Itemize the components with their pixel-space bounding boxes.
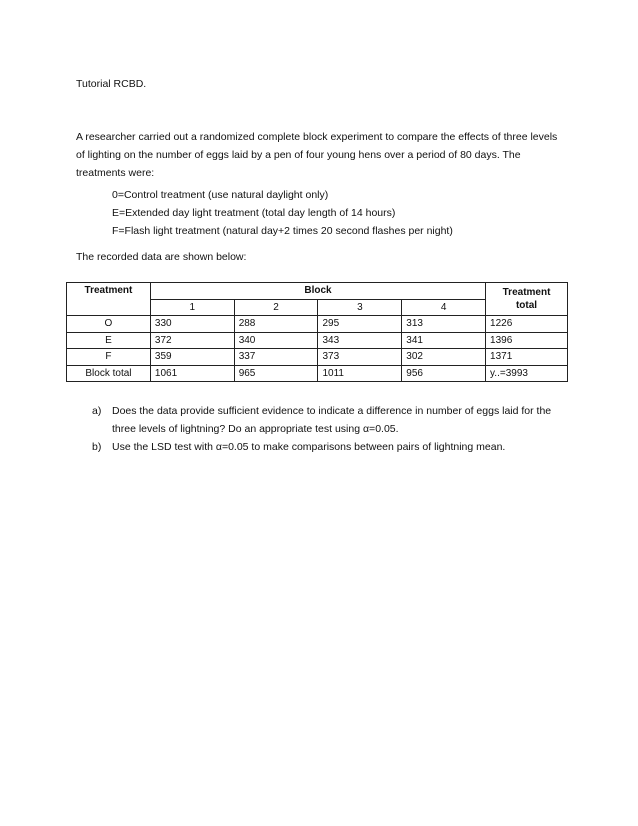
question-text: Use the LSD test with α=0.05 to make comparisons between pairs of lightning mean. xyxy=(112,441,506,453)
table-row xyxy=(67,349,568,366)
table-cell: 1061 xyxy=(150,365,234,382)
table-row xyxy=(67,332,568,349)
row-label: E xyxy=(67,332,151,349)
table-cell: 372 xyxy=(150,332,234,349)
row-label: Block total xyxy=(67,365,151,382)
treatment-total-header-line1: Treatment xyxy=(502,286,551,298)
treatment-total-header-line2: total xyxy=(515,300,538,311)
table-cell: 341 xyxy=(402,332,486,349)
question-label: a) xyxy=(92,405,102,417)
table-cell: 295 xyxy=(318,316,402,333)
question-item xyxy=(92,402,572,438)
treatment-list xyxy=(112,186,552,240)
block-number: 3 xyxy=(318,299,402,316)
table-row xyxy=(67,316,568,333)
row-total: 1371 xyxy=(486,349,568,366)
table-cell: 373 xyxy=(318,349,402,366)
table-cell: 288 xyxy=(234,316,318,333)
row-total: 1226 xyxy=(486,316,568,333)
table-cell: 330 xyxy=(150,316,234,333)
treatment-item: E=Extended day light treatment (total day length of 14 hours) xyxy=(112,207,396,219)
data-table xyxy=(66,282,568,382)
table-cell: 359 xyxy=(150,349,234,366)
question-label: b) xyxy=(92,441,102,453)
block-number: 1 xyxy=(150,299,234,316)
treatment-item: 0=Control treatment (use natural daylight only) xyxy=(112,189,329,201)
question-item xyxy=(92,438,572,456)
table-header-row xyxy=(67,283,568,300)
row-total: 1396 xyxy=(486,332,568,349)
table-cell: 337 xyxy=(234,349,318,366)
document-title: Tutorial RCBD. xyxy=(76,78,147,90)
recorded-data-text: The recorded data are shown below: xyxy=(76,251,247,263)
table-cell: 343 xyxy=(318,332,402,349)
row-label: O xyxy=(67,316,151,333)
intro-paragraph: A researcher carried out a randomized complete block experiment to compare the effects of three levels of lighting on the number of eggs laid by a pen of four young hens over a period of 80 days. The treatments were: xyxy=(76,131,558,179)
table-cell: 340 xyxy=(234,332,318,349)
table-cell: 313 xyxy=(402,316,486,333)
table-cell: 965 xyxy=(234,365,318,382)
block-header: Block xyxy=(150,283,485,300)
treatment-item: F=Flash light treatment (natural day+2 times 20 second flashes per night) xyxy=(112,225,453,237)
table-cell: 302 xyxy=(402,349,486,366)
question-list xyxy=(92,402,572,456)
block-number: 2 xyxy=(234,299,318,316)
treatment-total-header xyxy=(486,283,568,316)
table-cell: 956 xyxy=(402,365,486,382)
row-total: y..=3993 xyxy=(486,365,568,382)
treatment-header: Treatment xyxy=(67,283,151,316)
table-cell: 1011 xyxy=(318,365,402,382)
row-label: F xyxy=(67,349,151,366)
block-number: 4 xyxy=(402,299,486,316)
table-row xyxy=(67,365,568,382)
question-text: Does the data provide sufficient evidence to indicate a difference in number of eggs laid for the three levels of lightning? Do an appropriate test using α=0.05. xyxy=(112,405,552,435)
